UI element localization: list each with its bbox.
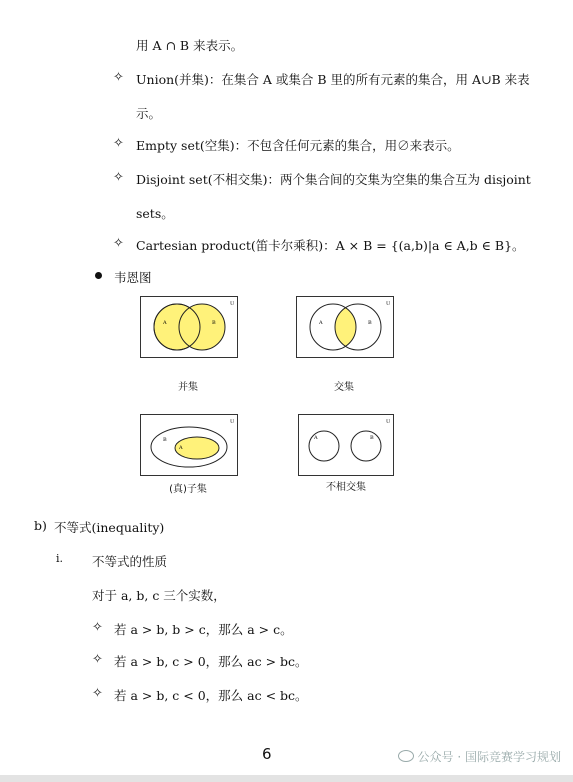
venn-caption-intersection: 交集 — [334, 382, 354, 393]
diamond-bullet-icon: ✧ — [92, 652, 103, 667]
venn-label-b: B — [368, 320, 372, 326]
heading-venn-diagrams: 韦恩图 — [114, 270, 152, 285]
venn-label-b: B — [212, 320, 216, 326]
venn-set-b-circle — [179, 304, 225, 350]
venn-label-a: A — [179, 445, 183, 451]
watermark-text: 公众号 · 国际竞赛学习规划 — [417, 750, 561, 764]
venn-label-a: A — [163, 320, 167, 326]
venn-label-u: U — [230, 301, 235, 307]
text-line-intersection-notation: 用 A ∩ B 来表示。 — [136, 38, 244, 53]
venn-label-b: B — [163, 437, 167, 443]
venn-label-a: A — [319, 320, 323, 326]
wechat-icon — [398, 750, 414, 762]
venn-label-a: A — [314, 435, 318, 441]
page-number: 6 — [262, 745, 272, 763]
diamond-bullet-icon: ✧ — [113, 170, 124, 185]
venn-caption-subset: (真)子集 — [169, 484, 207, 495]
bullet-dot-icon — [95, 272, 102, 279]
venn-label-b: B — [370, 435, 374, 441]
intro-text: 对于 a, b, c 三个实数， — [92, 588, 226, 603]
diamond-bullet-icon: ✧ — [113, 136, 124, 151]
text-line-union: Union(并集)：在集合 A 或集合 B 里的所有元素的集合，用 A∪B 来表 — [136, 72, 530, 87]
watermark — [398, 748, 561, 765]
venn-label-u: U — [386, 301, 391, 307]
text-line-disjoint-cont: sets。 — [136, 206, 174, 221]
section-title: 不等式(inequality) — [54, 520, 165, 535]
venn-union-diagram — [140, 296, 238, 358]
venn-label-u: U — [386, 419, 391, 425]
inequality-rule: 若 a > b, b > c，那么 a > c。 — [114, 622, 293, 637]
section-label: b) — [34, 518, 47, 533]
diamond-bullet-icon: ✧ — [92, 686, 103, 701]
diamond-bullet-icon: ✧ — [113, 70, 124, 85]
subsection-label: i. — [56, 552, 64, 565]
venn-label-u: U — [230, 419, 235, 425]
inequality-rule: 若 a > b, c < 0，那么 ac < bc。 — [114, 688, 308, 703]
inequality-rule: 若 a > b, c > 0，那么 ac > bc。 — [114, 654, 308, 669]
text-line-cartesian-product: Cartesian product(笛卡尔乘积)：A × B = {(a,b)|a ∈ A,b ∈ B}。 — [136, 238, 525, 253]
diamond-bullet-icon: ✧ — [113, 236, 124, 251]
venn-disjoint-diagram — [298, 414, 394, 476]
venn-intersection-diagram — [296, 296, 394, 358]
subsection-title: 不等式的性质 — [92, 554, 168, 569]
diamond-bullet-icon: ✧ — [92, 620, 103, 635]
bottom-divider — [0, 775, 573, 782]
text-line-disjoint-set: Disjoint set(不相交集)：两个集合间的交集为空集的集合互为 disjoint — [136, 172, 531, 187]
venn-subset-diagram — [140, 414, 238, 476]
venn-set-b-circle — [351, 431, 381, 461]
venn-caption-disjoint: 不相交集 — [326, 482, 366, 493]
venn-caption-union: 并集 — [178, 382, 198, 393]
text-line-empty-set: Empty set(空集)：不包含任何元素的集合，用∅来表示。 — [136, 138, 460, 153]
text-line-union-cont: 示。 — [136, 106, 162, 121]
